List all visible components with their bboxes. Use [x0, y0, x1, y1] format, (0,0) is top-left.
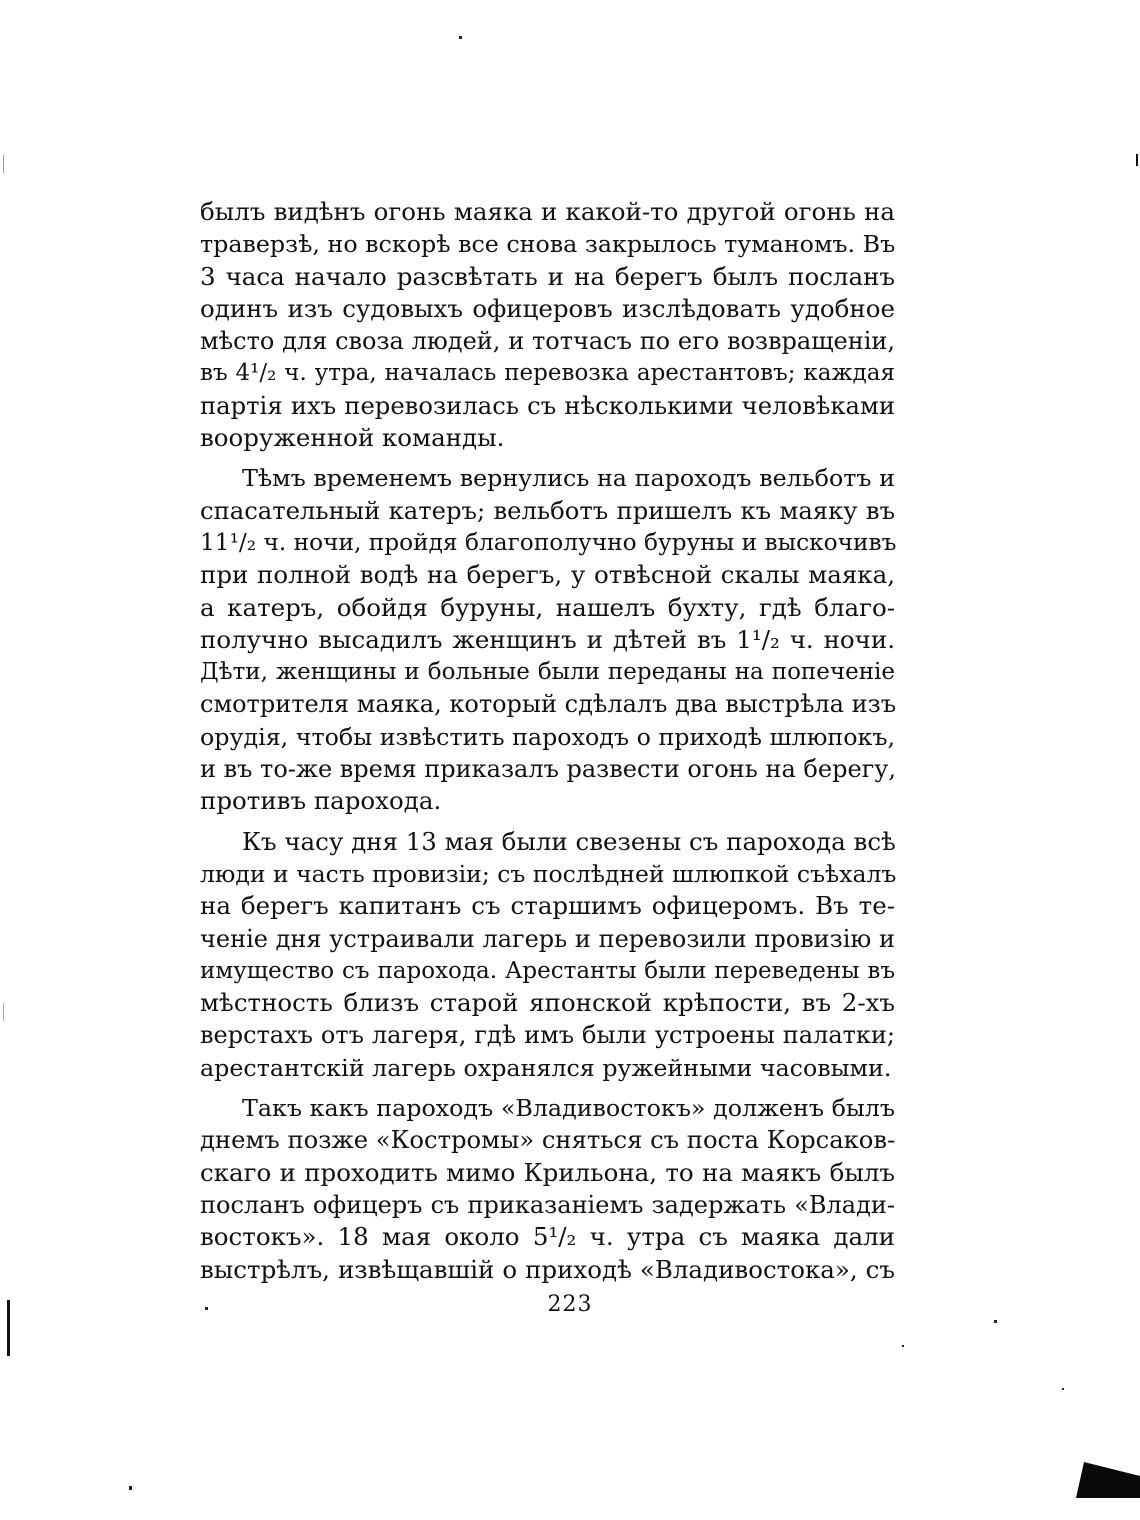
text-line: Тѣмъ временемъ вернулись на пароходъ вельботъ и	[242, 464, 895, 493]
text-line: верстахъ отъ лагеря, гдѣ имъ были устроены палатки;	[200, 1021, 895, 1050]
text-line: партія ихъ перевозилась съ нѣсколькими человѣками	[200, 390, 895, 420]
text-line: мѣстность близъ старой японской крѣпости, въ 2-хъ	[200, 988, 895, 1018]
text-line: мѣсто для своза людей, и тотчасъ по его возвращеніи,	[200, 327, 895, 356]
text-line: смотрителя маяка, который сдѣлалъ два выстрѣла изъ	[200, 690, 896, 719]
paragraph	[200, 826, 895, 1084]
text-line: спасательный катеръ; вельботъ пришелъ къ маяку въ	[200, 495, 895, 525]
corner-scan-artifact	[1076, 1462, 1140, 1498]
text-line: былъ видѣнъ огонь маяка и какой-то другой огонь на	[200, 197, 895, 226]
scan-speck	[994, 1320, 997, 1323]
text-line: Дѣти, женщины и больные были переданы на попеченіе	[200, 659, 895, 686]
scan-speck	[459, 36, 462, 39]
text-line: орудія, чтобы извѣстить пароходъ о приходѣ шлюпокъ,	[200, 722, 895, 751]
text-line: одинъ изъ судовыхъ офицеровъ изслѣдовать удобное	[200, 293, 895, 323]
text-line: 11¹/₂ ч. ночи, пройдя благополучно буруны и выскочивъ	[200, 528, 897, 556]
text-line: въ 4¹/₂ ч. утра, началась перевозка арестантовъ; каждая	[200, 360, 895, 387]
text-line: при полной водѣ на берегъ, у отвѣсной скалы маяка,	[200, 560, 895, 590]
text-line: арестантскій лагерь охранялся ружейными часовыми.	[200, 1053, 892, 1082]
page-number: 223	[547, 1292, 593, 1317]
text-line: на берегъ капитанъ съ старшимъ офицеромъ. Въ те-	[200, 891, 895, 921]
text-line: имущество съ парохода. Арестанты были переведены въ	[200, 957, 895, 984]
paragraph	[200, 462, 895, 817]
scan-speck	[129, 1486, 132, 1490]
paragraph	[200, 196, 895, 454]
paragraph	[200, 1092, 895, 1286]
right-edge-mark	[1136, 154, 1138, 166]
text-line: 3 часа начало разсвѣтать и на берегъ былъ посланъ	[200, 261, 895, 291]
text-line: посланъ офицеръ съ приказаніемъ задержать «Влади-	[200, 1190, 895, 1219]
scan-speck	[1062, 1388, 1064, 1390]
text-line: ченіе дня устраивали лагерь и перевозили провизію и	[200, 924, 895, 953]
text-line: востокъ». 18 мая около 5¹/₂ ч. утра съ маяка дали	[200, 1222, 895, 1252]
text-line: выстрѣлъ, извѣщавшій о приходѣ «Владивостока», съ	[200, 1254, 895, 1284]
text-line: а катеръ, обойдя буруны, нашелъ бухту, гдѣ благо-	[200, 592, 895, 622]
body-text	[200, 196, 895, 1294]
text-line: скаго и проходить мимо Крильона, то на маякъ былъ	[200, 1157, 895, 1187]
text-line: получно высадилъ женщинъ и дѣтей въ 1¹/₂ ч. ночи.	[200, 624, 895, 654]
text-line: вооруженной команды.	[200, 423, 505, 453]
left-edge-mark	[3, 1003, 4, 1021]
text-line: и въ то-же время приказалъ развести огонь на берегу,	[200, 755, 896, 784]
scan-speck	[902, 1345, 904, 1347]
text-line: траверзѣ, но вскорѣ все снова закрылось туманомъ. Въ	[200, 230, 896, 259]
text-line: Къ часу дня 13 мая были свезены съ парохода всѣ	[242, 826, 896, 856]
text-line: люди и часть провизіи; съ послѣдней шлюпкой съѣхалъ	[200, 859, 897, 888]
text-line: днемъ позже «Костромы» сняться съ поста Корсаков-	[200, 1125, 896, 1155]
text-line: Такъ какъ пароходъ «Владивостокъ» долженъ былъ	[242, 1094, 895, 1123]
left-edge-mark	[3, 155, 4, 173]
text-line: противъ парохода.	[200, 786, 442, 816]
